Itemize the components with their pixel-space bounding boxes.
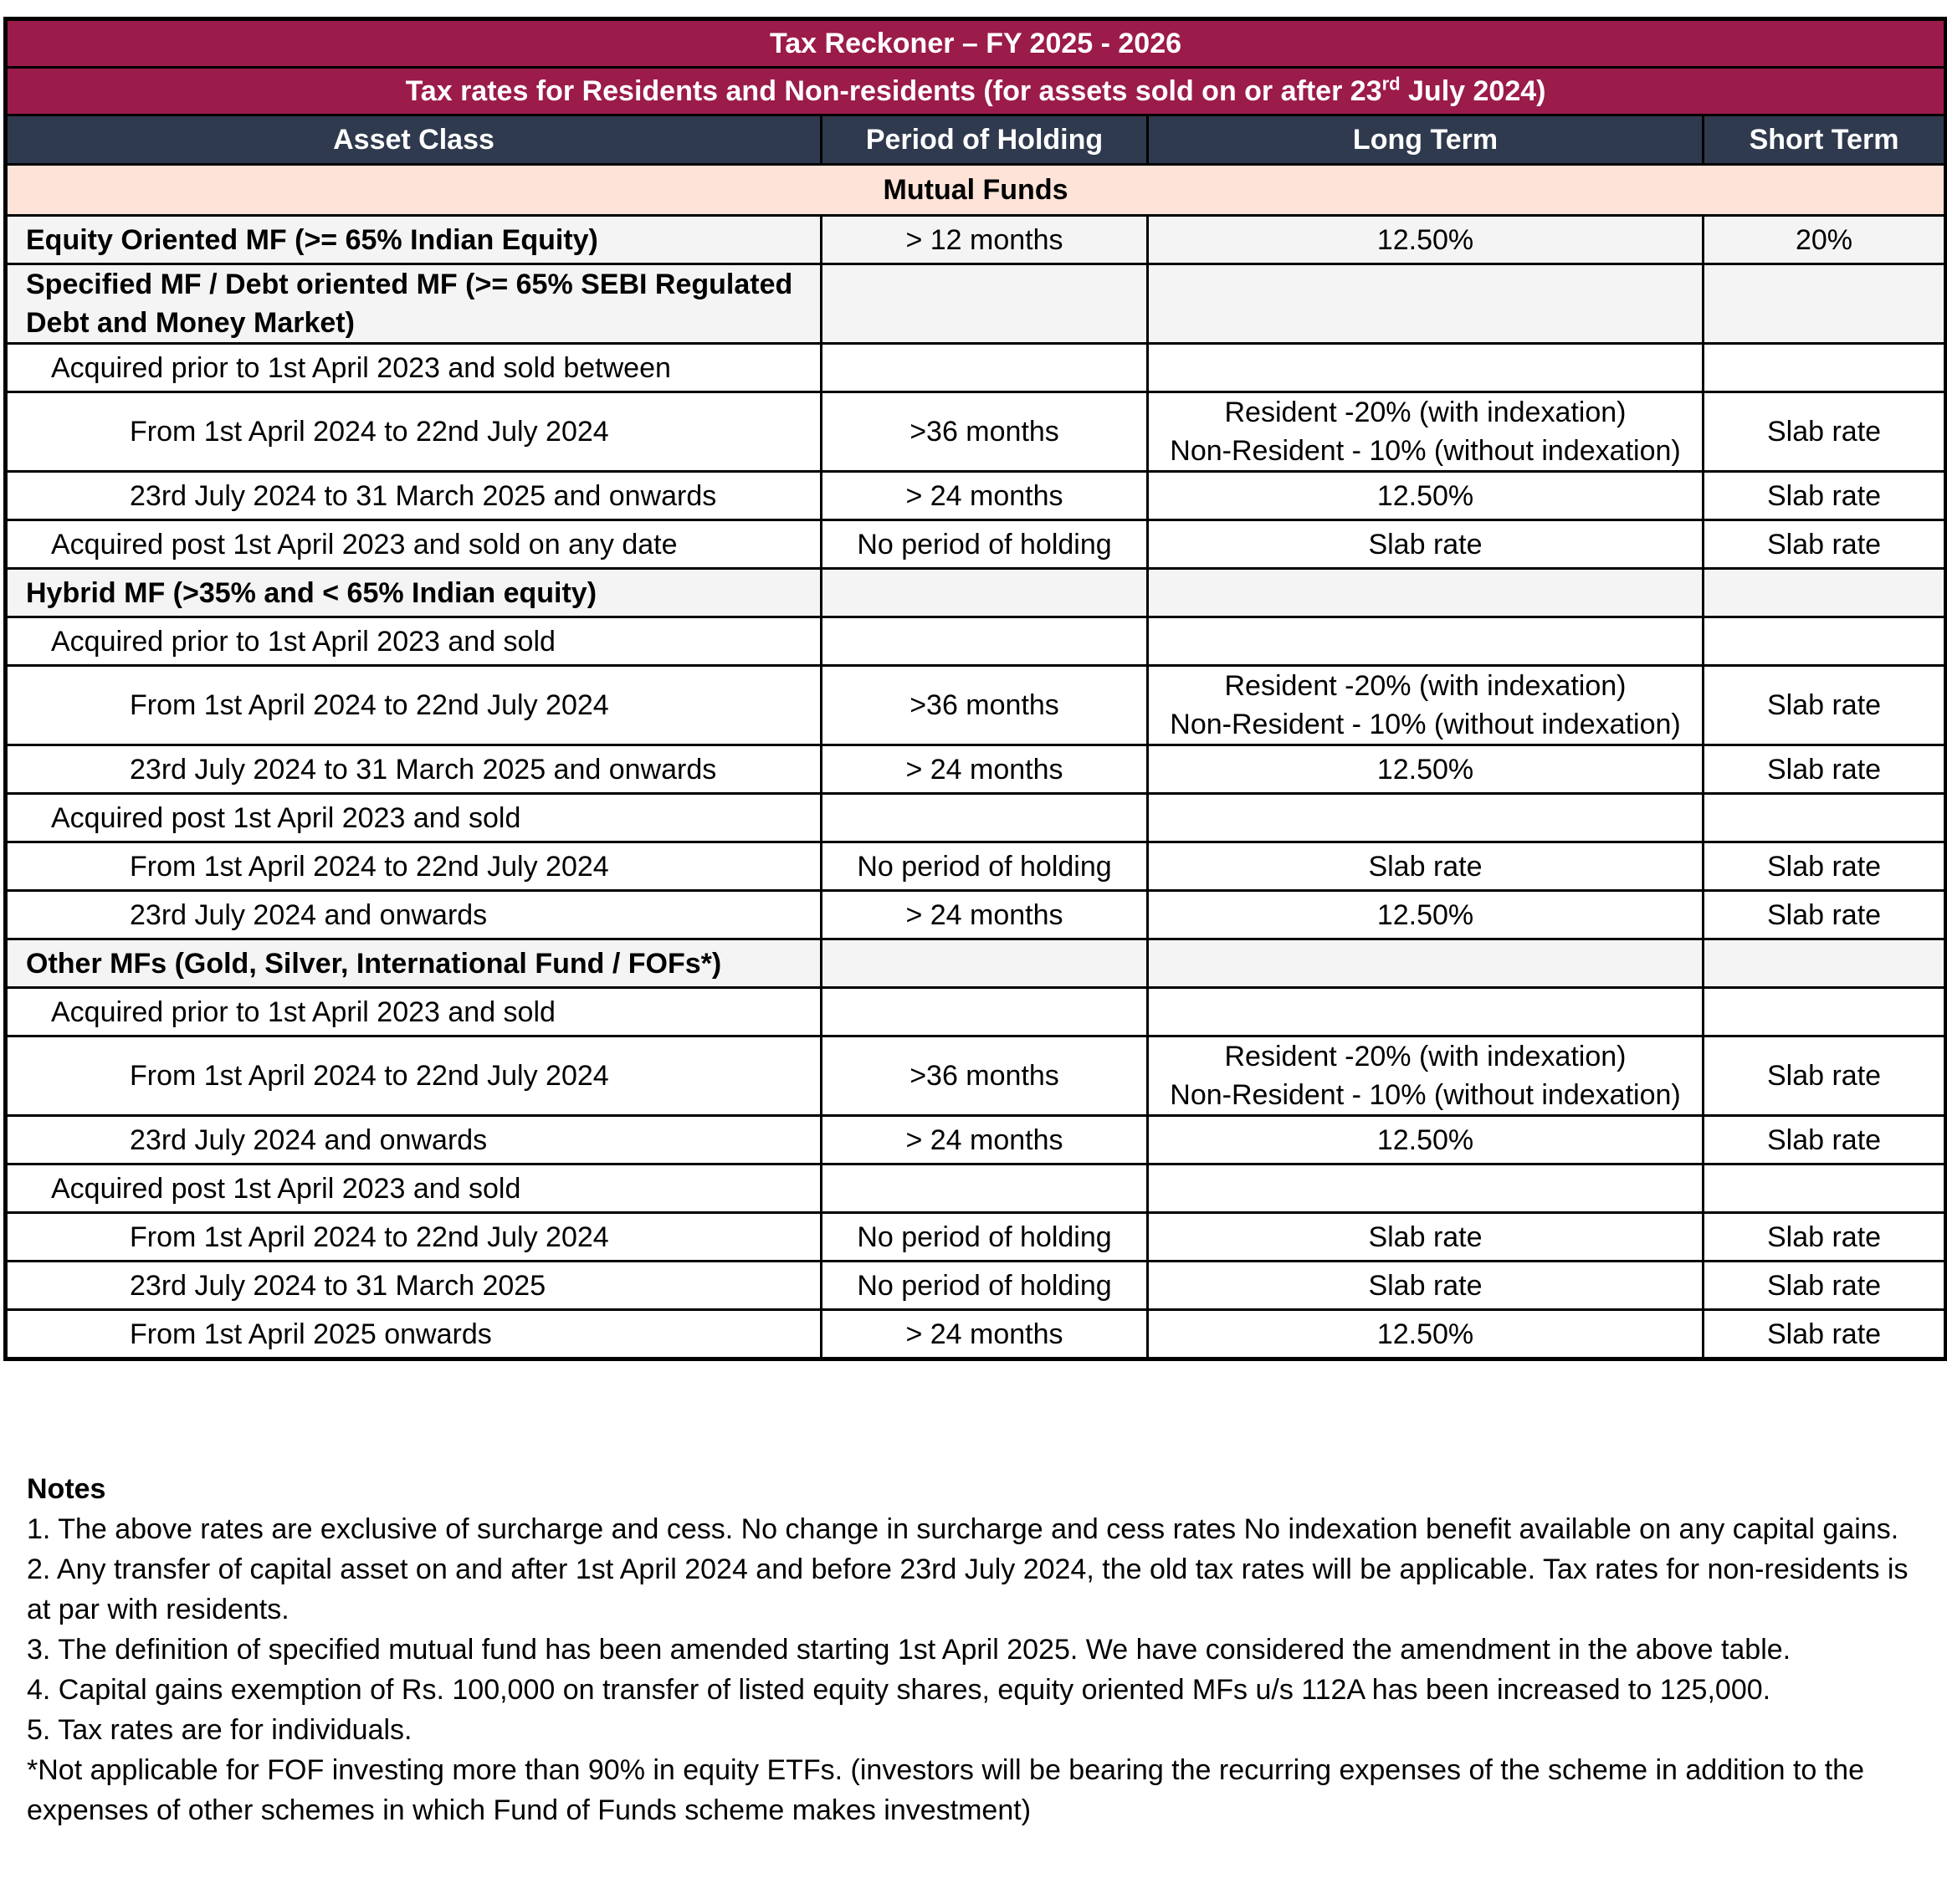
period-of-holding-cell: > 24 months bbox=[822, 891, 1148, 939]
note-item: 1. The above rates are exclusive of surcharge and cess. No change in surcharge and cess rates No indexation benefit available on any capital gains. bbox=[27, 1513, 1899, 1545]
asset-class-cell: Acquired post 1st April 2023 and sold bbox=[6, 1164, 822, 1213]
table-row bbox=[6, 520, 1946, 569]
long-term-line: 12.50% bbox=[1376, 1318, 1474, 1350]
table-row bbox=[6, 1036, 1946, 1116]
table-row bbox=[6, 988, 1946, 1036]
short-term-cell bbox=[1704, 939, 1946, 988]
long-term-cell bbox=[1148, 1036, 1704, 1116]
short-term-cell bbox=[1704, 569, 1946, 617]
tax-rate-table bbox=[3, 17, 1947, 1361]
long-term-cell bbox=[1148, 891, 1704, 939]
period-of-holding-cell: > 24 months bbox=[822, 745, 1148, 794]
asset-class-cell: From 1st April 2024 to 22nd July 2024 bbox=[6, 392, 822, 472]
asset-class-cell: 23rd July 2024 and onwards bbox=[6, 1116, 822, 1164]
asset-class-cell: Acquired post 1st April 2023 and sold on any date bbox=[6, 520, 822, 569]
asset-class-cell: Acquired prior to 1st April 2023 and sold bbox=[6, 617, 822, 666]
long-term-cell bbox=[1148, 472, 1704, 520]
long-term-line: Non-Resident - 10% (without indexation) bbox=[1170, 709, 1681, 740]
asset-class-cell: From 1st April 2024 to 22nd July 2024 bbox=[6, 666, 822, 745]
long-term-cell bbox=[1148, 1262, 1704, 1310]
note-item: 5. Tax rates are for individuals. bbox=[27, 1714, 412, 1746]
period-of-holding-cell bbox=[822, 569, 1148, 617]
category-row bbox=[6, 216, 1946, 264]
title-row bbox=[6, 19, 1946, 68]
short-term-cell: Slab rate bbox=[1704, 472, 1946, 520]
short-term-cell: Slab rate bbox=[1704, 1262, 1946, 1310]
table-row bbox=[6, 745, 1946, 794]
section-label-mutual-funds: Mutual Funds bbox=[6, 165, 1946, 216]
long-term-cell bbox=[1148, 617, 1704, 666]
long-term-cell bbox=[1148, 1213, 1704, 1262]
short-term-cell bbox=[1704, 264, 1946, 344]
period-of-holding-cell bbox=[822, 939, 1148, 988]
table-row bbox=[6, 842, 1946, 891]
short-term-cell: Slab rate bbox=[1704, 1213, 1946, 1262]
long-term-line: 12.50% bbox=[1376, 1123, 1474, 1156]
short-term-cell: Slab rate bbox=[1704, 842, 1946, 891]
notes-block bbox=[27, 1469, 1926, 1830]
long-term-line: 12.50% bbox=[1376, 753, 1474, 786]
short-term-cell: Slab rate bbox=[1704, 745, 1946, 794]
category-row bbox=[6, 264, 1946, 344]
long-term-cell bbox=[1148, 344, 1704, 392]
note-item: 4. Capital gains exemption of Rs. 100,000 on transfer of listed equity shares, equity oriented MFs u/s 112A has been increased to 125,000. bbox=[27, 1674, 1771, 1706]
short-term-cell: 20% bbox=[1704, 216, 1946, 264]
period-of-holding-cell: >36 months bbox=[822, 666, 1148, 745]
period-of-holding-cell bbox=[822, 794, 1148, 842]
long-term-cell bbox=[1148, 988, 1704, 1036]
long-term-line: 12.50% bbox=[1376, 898, 1474, 931]
period-of-holding-cell: No period of holding bbox=[822, 520, 1148, 569]
short-term-cell: Slab rate bbox=[1704, 392, 1946, 472]
long-term-cell bbox=[1148, 842, 1704, 891]
table-row bbox=[6, 794, 1946, 842]
asset-class-cell: Acquired prior to 1st April 2023 and sold between bbox=[6, 344, 822, 392]
short-term-cell: Slab rate bbox=[1704, 891, 1946, 939]
section-row bbox=[6, 165, 1946, 216]
subtitle-suffix: July 2024) bbox=[1400, 75, 1546, 107]
long-term-line: Non-Resident - 10% (without indexation) bbox=[1170, 1079, 1681, 1111]
note-item: 3. The definition of specified mutual fund has been amended starting 1st April 2025. We have considered the amendment in the above table. bbox=[27, 1634, 1791, 1666]
category-row bbox=[6, 569, 1946, 617]
short-term-cell bbox=[1704, 617, 1946, 666]
table-row bbox=[6, 1116, 1946, 1164]
period-of-holding-cell bbox=[822, 988, 1148, 1036]
long-term-cell bbox=[1148, 794, 1704, 842]
period-of-holding-cell: > 24 months bbox=[822, 1116, 1148, 1164]
long-term-cell bbox=[1148, 392, 1704, 472]
asset-class-cell: 23rd July 2024 to 31 March 2025 and onwards bbox=[6, 745, 822, 794]
period-of-holding-cell: No period of holding bbox=[822, 1213, 1148, 1262]
column-header-long-term: Long Term bbox=[1148, 115, 1704, 165]
asset-class-cell: 23rd July 2024 to 31 March 2025 and onwards bbox=[6, 472, 822, 520]
long-term-cell bbox=[1148, 745, 1704, 794]
period-of-holding-cell bbox=[822, 264, 1148, 344]
table-row bbox=[6, 617, 1946, 666]
table-title: Tax Reckoner – FY 2025 - 2026 bbox=[6, 19, 1946, 68]
asset-class-cell: From 1st April 2024 to 22nd July 2024 bbox=[6, 842, 822, 891]
table-row bbox=[6, 1213, 1946, 1262]
asset-class-cell: Acquired post 1st April 2023 and sold bbox=[6, 794, 822, 842]
table-row bbox=[6, 1262, 1946, 1310]
long-term-line: Slab rate bbox=[1368, 850, 1483, 883]
long-term-cell bbox=[1148, 1116, 1704, 1164]
long-term-line: Resident -20% (with indexation) bbox=[1224, 1041, 1627, 1072]
table-row bbox=[6, 891, 1946, 939]
long-term-cell bbox=[1148, 569, 1704, 617]
long-term-cell bbox=[1148, 216, 1704, 264]
long-term-cell bbox=[1148, 1164, 1704, 1213]
column-header-row bbox=[6, 115, 1946, 165]
long-term-line: Slab rate bbox=[1368, 528, 1483, 560]
tax-reckoner-sheet bbox=[3, 17, 1944, 1361]
short-term-cell: Slab rate bbox=[1704, 1036, 1946, 1116]
short-term-cell bbox=[1704, 344, 1946, 392]
period-of-holding-cell: >36 months bbox=[822, 1036, 1148, 1116]
long-term-line: 12.50% bbox=[1376, 223, 1474, 256]
period-of-holding-cell: >36 months bbox=[822, 392, 1148, 472]
short-term-cell: Slab rate bbox=[1704, 1116, 1946, 1164]
period-of-holding-cell: No period of holding bbox=[822, 1262, 1148, 1310]
table-row bbox=[6, 1164, 1946, 1213]
table-row bbox=[6, 472, 1946, 520]
asset-class-cell: Equity Oriented MF (>= 65% Indian Equity) bbox=[6, 216, 822, 264]
period-of-holding-cell: > 24 months bbox=[822, 1310, 1148, 1359]
period-of-holding-cell bbox=[822, 344, 1148, 392]
table-row bbox=[6, 392, 1946, 472]
asset-class-cell: Other MFs (Gold, Silver, International Fund / FOFs*) bbox=[6, 939, 822, 988]
asset-class-cell: 23rd July 2024 and onwards bbox=[6, 891, 822, 939]
subtitle-prefix: Tax rates for Residents and Non-residents (for assets sold on or after 23 bbox=[405, 75, 1382, 107]
period-of-holding-cell: > 12 months bbox=[822, 216, 1148, 264]
short-term-cell bbox=[1704, 1164, 1946, 1213]
subtitle-superscript: rd bbox=[1381, 73, 1401, 95]
short-term-cell: Slab rate bbox=[1704, 666, 1946, 745]
table-row bbox=[6, 344, 1946, 392]
asset-class-cell: Hybrid MF (>35% and < 65% Indian equity) bbox=[6, 569, 822, 617]
footnote: *Not applicable for FOF investing more than 90% in equity ETFs. (investors will be bearing the recurring expenses of the scheme in addition to the expenses of other schemes in which Fund of Funds scheme makes investment) bbox=[27, 1754, 1865, 1826]
short-term-cell: Slab rate bbox=[1704, 1310, 1946, 1359]
long-term-cell bbox=[1148, 666, 1704, 745]
long-term-line: Resident -20% (with indexation) bbox=[1224, 670, 1627, 702]
note-item: 2. Any transfer of capital asset on and after 1st April 2024 and before 23rd July 2024, the old tax rates will be applicable. Tax rates for non-residents is at par with residents. bbox=[27, 1553, 1909, 1625]
column-header-short-term: Short Term bbox=[1704, 115, 1946, 165]
asset-class-cell: Acquired prior to 1st April 2023 and sold bbox=[6, 988, 822, 1036]
long-term-cell bbox=[1148, 1310, 1704, 1359]
asset-class-cell: From 1st April 2024 to 22nd July 2024 bbox=[6, 1036, 822, 1116]
asset-class-cell: 23rd July 2024 to 31 March 2025 bbox=[6, 1262, 822, 1310]
long-term-line: Non-Resident - 10% (without indexation) bbox=[1170, 435, 1681, 467]
long-term-cell bbox=[1148, 264, 1704, 344]
asset-class-cell: Specified MF / Debt oriented MF (>= 65% SEBI Regulated Debt and Money Market) bbox=[6, 264, 822, 344]
column-header-period-of-holding: Period of Holding bbox=[822, 115, 1148, 165]
long-term-cell bbox=[1148, 520, 1704, 569]
asset-class-cell: From 1st April 2025 onwards bbox=[6, 1310, 822, 1359]
period-of-holding-cell bbox=[822, 1164, 1148, 1213]
table-subtitle bbox=[6, 68, 1946, 115]
table-row bbox=[6, 666, 1946, 745]
short-term-cell: Slab rate bbox=[1704, 520, 1946, 569]
long-term-line: 12.50% bbox=[1376, 479, 1474, 512]
column-header-asset-class: Asset Class bbox=[6, 115, 822, 165]
category-row bbox=[6, 939, 1946, 988]
table-row bbox=[6, 1310, 1946, 1359]
table-body bbox=[6, 216, 1946, 1359]
short-term-cell bbox=[1704, 988, 1946, 1036]
asset-class-cell: From 1st April 2024 to 22nd July 2024 bbox=[6, 1213, 822, 1262]
period-of-holding-cell: No period of holding bbox=[822, 842, 1148, 891]
long-term-line: Slab rate bbox=[1368, 1221, 1483, 1253]
notes-heading: Notes bbox=[27, 1473, 106, 1505]
long-term-cell bbox=[1148, 939, 1704, 988]
period-of-holding-cell bbox=[822, 617, 1148, 666]
short-term-cell bbox=[1704, 794, 1946, 842]
long-term-line: Resident -20% (with indexation) bbox=[1224, 397, 1627, 428]
long-term-line: Slab rate bbox=[1368, 1269, 1483, 1302]
subtitle-row bbox=[6, 68, 1946, 115]
period-of-holding-cell: > 24 months bbox=[822, 472, 1148, 520]
